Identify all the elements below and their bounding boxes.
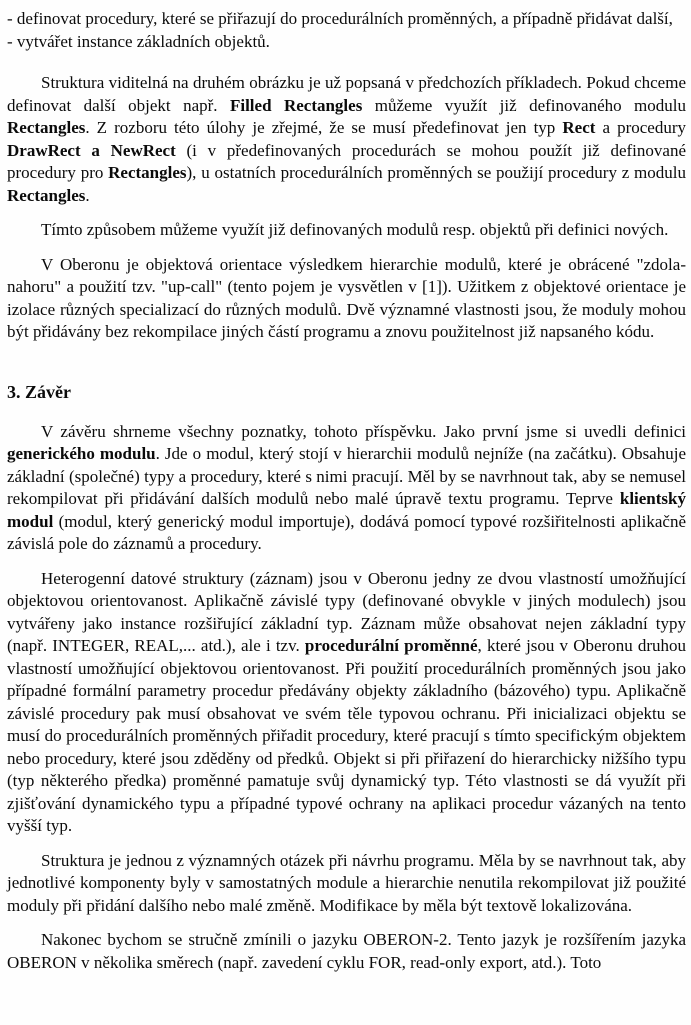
text-run: Struktura viditelná na druhém obrázku je už popsaná v předchozích příkladech. Pokud chceme definovat další objekt např. bbox=[7, 73, 686, 115]
text-run: . Jde o modul, který stojí v hierarchii modulů nejníže (na začátku). Obsahuje základní (společné) typy a procedury, které s nimi pracují. Měl by se navrhnout tak, aby se nemusel rekompilovat při přidávání dalších modulů nebo malé úpravě textu programu. Teprve bbox=[7, 444, 686, 508]
text-run: . bbox=[85, 185, 90, 205]
text-run-bold: Rectangles bbox=[7, 185, 86, 205]
bullet-list bbox=[7, 8, 686, 53]
text-run-bold: Filled Rectangles bbox=[229, 95, 363, 115]
paragraph-heterogeneous-structures bbox=[7, 568, 686, 838]
text-run-bold: klientský modul bbox=[7, 489, 686, 531]
bullet-item-define-procedures: - definovat procedury, které se přiřazují do procedurálních proměnných, a případně přidávat další, bbox=[7, 9, 673, 28]
text-run: . Z rozboru této úlohy je zřejmé, že se musí předefinovat jen typ bbox=[85, 118, 563, 137]
text-run-bold: Rectangles bbox=[7, 118, 86, 137]
text-run-bold: Rect bbox=[562, 118, 596, 137]
paragraph-reuse-modules: Tímto způsobem můžeme využít již definovaných modulů resp. objektů při definici nových. bbox=[41, 220, 669, 239]
text-run: Heterogenní datové struktury (záznam) jsou v Oberonu jedny ze dvou vlastností umožňující objektovou orientovanost. Aplikačně závislé typy (definované obvykle v jiných modulech) jsou vytvářeny jako instance rozšiřující základní typ. Záznam může obsahovat nejen základní typy (např. INTEGER, REAL,... atd.), ale i tzv. bbox=[7, 568, 686, 655]
paragraph-oberon-2: Nakonec bychom se stručně zmínili o jazyku OBERON-2. Tento jazyk je rozšířením jazyka OBERON v několika směrech (např. zavedení cyklu FOR, read-only export, atd.). Toto bbox=[7, 930, 686, 972]
section-heading-zaver: 3. Závěr bbox=[7, 381, 71, 402]
paragraph-generic-module bbox=[7, 421, 686, 556]
paragraph-program-structure: Struktura je jednou z významných otázek při návrhu programu. Měla by se navrhnout tak, aby jednotlivé komponenty byly v samostatných module a hierarchie nenutila rekompilovat již použité moduly při přidání dalšího nebo malé změně. Modifikace by měla být textově lokalizována. bbox=[7, 850, 686, 915]
text-run-bold: procedurální proměnné bbox=[304, 636, 478, 655]
paragraph-object-orientation: V Oberonu je objektová orientace výsledkem hierarchie modulů, které je obrácené "zdola-nahoru" a použití tzv. "up-call" (tento pojem je vysvětlen v [1]). Užitkem z objektové orientace je izolace různých specializací do různých modulů. Dvě významné vlastnosti jsou, že moduly mohou být přidávány bez rekompilace jiných částí programu a znovu použitelnost již napsaného kódu. bbox=[7, 254, 686, 341]
bullet-item-create-instances: - vytvářet instance základních objektů. bbox=[7, 31, 270, 51]
paragraph-structure-filled-rectangles bbox=[7, 72, 686, 207]
text-run: (i v předefinovaných procedurách se mohou použít již definované procedury pro bbox=[7, 140, 686, 182]
text-run-bold: Rectangles bbox=[108, 163, 187, 182]
text-run-bold: generického modulu bbox=[7, 444, 156, 463]
text-run: ), u ostatních procedurálních proměnných se použijí procedury z modulu bbox=[186, 163, 687, 182]
text-run: V závěru shrneme všechny poznatky, tohoto příspěvku. Jako první jsme si uvedli definici bbox=[41, 421, 686, 441]
text-run: (modul, který generický modul importuje), dodává pomocí typové rozšiřitelnosti aplikačně závislá pole do záznamů a procedury. bbox=[7, 511, 686, 553]
text-run: můžeme využít již definovaného modulu bbox=[362, 95, 686, 115]
text-run: , které jsou v Oberonu druhou vlastností umožňující objektovou orientovanost. Při použití procedurálních proměnných jsou jako případné formální parametry procedur předávány objekty základního (bázového) typu. Aplikačně závislé procedury pak musí obsahovat ve svém těle typovou ochranu. Při inicializaci objektu se musí do procedurálních proměnných přiřadit procedury, které pracují s tímto specifickým objektem nebo procedury, které jsou zděděny od předků. Objekt si při přiřazení do hierarchicky nižšího typu (typ některého předka) proměnné pamatuje svůj dynamický typ. Této vlastnosti se dá využít při zjišťování dynamického typu a případné typové ochrany na aplikaci procedur vázaných na tento vyšší typ. bbox=[7, 636, 687, 835]
text-run-bold: DrawRect a NewRect bbox=[7, 140, 176, 160]
text-run: a procedury bbox=[595, 118, 686, 137]
